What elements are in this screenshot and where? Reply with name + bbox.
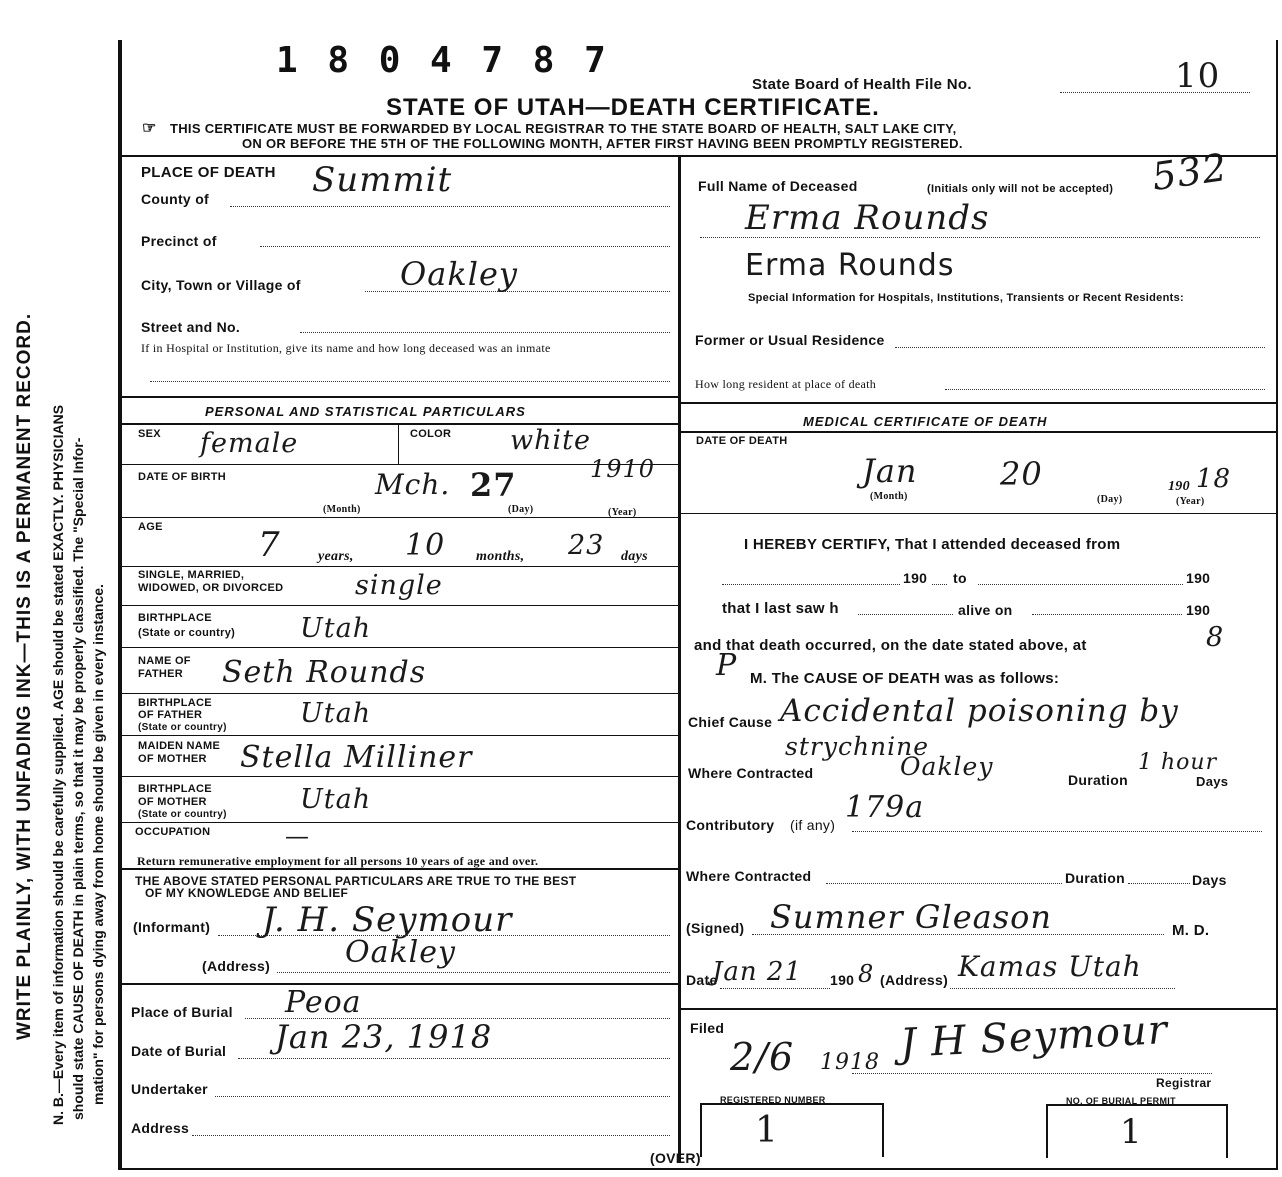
city-value: Oakley [400, 255, 518, 293]
cert-date-year-printed: 190 [830, 972, 855, 988]
special-info-label: Special Information for Hospitals, Institutions, Transients or Recent Residents: [748, 292, 1184, 304]
city-label: City, Town or Village of [141, 277, 301, 293]
mother-birthplace-label-1: BIRTHPLACE [138, 783, 212, 795]
registered-number-value: 1 [755, 1110, 779, 1151]
pointing-hand-icon: ☞ [142, 120, 157, 137]
age-days-label: days [621, 549, 648, 564]
father-label-1: NAME OF [138, 655, 191, 667]
dob-label: DATE OF BIRTH [138, 471, 227, 483]
certify-text: I HEREBY CERTIFY, That I attended deceased from [744, 536, 1121, 553]
mother-birthplace-value: Utah [300, 784, 372, 815]
sex-label: SEX [138, 428, 161, 440]
mother-label-2: OF MOTHER [138, 753, 207, 765]
instruction-2: ON OR BEFORE THE 5TH OF THE FOLLOWING MONTH, AFTER FIRST HAVING BEEN PROMPTLY REGISTERED. [242, 136, 963, 151]
dod-year-written: 18 [1196, 464, 1232, 494]
resident-duration-label: How long resident at place of death [695, 377, 877, 391]
age-days: 23 [568, 530, 605, 561]
color-value: white [510, 425, 591, 456]
sidebar-main-text: WRITE PLAINLY, WITH UNFADING INK—THIS IS A PERMANENT RECORD. [14, 312, 35, 1040]
file-no-value: 10 [1175, 56, 1221, 96]
death-meridiem: P [716, 648, 738, 683]
center-divider [678, 157, 681, 1162]
father-birthplace-label-3: (State or country) [138, 722, 227, 733]
age-months: 10 [405, 528, 446, 563]
cert-date-label: Date [686, 972, 718, 988]
chief-cause-value-1: Accidental poisoning by [780, 693, 1179, 729]
occupation-note: Return remunerative employment for all persons 10 years of age and over. [137, 854, 539, 868]
header-rule [118, 155, 1276, 157]
sidebar-note-3: mation" for persons dying away from home should be given in every instance. [90, 584, 106, 1105]
mother-birthplace-label-3: (State or country) [138, 809, 227, 820]
instruction-1: THIS CERTIFICATE MUST BE FORWARDED BY LOCAL REGISTRAR TO THE STATE BOARD OF HEALTH, SALT LAKE CITY, [170, 121, 957, 136]
sidebar-note-2: should state CAUSE OF DEATH in plain terms, so that it may be properly classified. The "Special Infor- [70, 437, 86, 1120]
cert-date-value: Jan 21 [712, 957, 803, 987]
dob-day: 27 [470, 466, 517, 504]
father-birthplace-label-2: OF FATHER [138, 709, 203, 721]
dod-year-printed: 190 [1168, 479, 1190, 494]
mother-label-1: MAIDEN NAME [138, 740, 221, 752]
last-saw-text: that I last saw h [722, 600, 839, 617]
father-label-2: FATHER [138, 668, 183, 680]
birthplace-value: Utah [300, 613, 372, 644]
attest-line-2: OF MY KNOWLEDGE AND BELIEF [145, 886, 349, 900]
dod-month-caption: (Month) [870, 491, 908, 502]
street-label: Street and No. [141, 319, 241, 335]
days-2-label: Days [1192, 872, 1227, 888]
alive-year-label: 190 [1186, 602, 1211, 618]
dob-day-caption: (Day) [508, 504, 534, 515]
dod-day: 20 [1000, 455, 1043, 493]
informant-address-label: (Address) [202, 958, 271, 974]
deceased-name-note: (Initials only will not be accepted) [927, 183, 1114, 195]
mother-birthplace-label-2: OF MOTHER [138, 796, 207, 808]
undertaker-label: Undertaker [131, 1081, 208, 1097]
burial-permit-label: NO. OF BURIAL PERMIT [1066, 1096, 1176, 1106]
chief-cause-label: Chief Cause [688, 714, 773, 730]
where-contracted-2-label: Where Contracted [686, 868, 812, 884]
certificate-title: STATE OF UTAH—DEATH CERTIFICATE. [386, 94, 880, 121]
burial-date-label: Date of Burial [131, 1043, 227, 1059]
if-any-label: (if any) [790, 817, 836, 833]
hospital-note: If in Hospital or Institution, give its name and how long deceased was an inmate [141, 341, 551, 355]
sex-value: female [200, 428, 299, 459]
registrar-label: Registrar [1156, 1076, 1212, 1090]
place-of-death-label: PLACE OF DEATH [141, 164, 276, 181]
where-contracted-value: Oakley [900, 752, 994, 781]
father-birthplace-value: Utah [300, 698, 372, 729]
informant-address-value: Oakley [345, 935, 456, 970]
dob-year: 1910 [590, 455, 656, 483]
to-label: to [953, 570, 967, 586]
precinct-label: Precinct of [141, 233, 217, 249]
undertaker-address-label: Address [131, 1120, 190, 1136]
chief-cause-value-2: strychnine [785, 732, 930, 761]
dod-month: Jan [862, 452, 918, 490]
cert-date-year-written: 8 [858, 960, 875, 988]
burial-date-value: Jan 23, 1918 [275, 1018, 493, 1056]
occupation-label: OCCUPATION [135, 826, 211, 838]
dob-month-caption: (Month) [323, 504, 361, 515]
attest-line-1: THE ABOVE STATED PERSONAL PARTICULARS ARE TRUE TO THE BEST [135, 874, 577, 888]
signed-label: (Signed) [686, 920, 745, 936]
marital-label-1: SINGLE, MARRIED, [138, 569, 245, 581]
death-hour: 8 [1206, 622, 1225, 653]
county-value: Summit [312, 160, 453, 200]
dod-year-caption: (Year) [1176, 496, 1205, 507]
duration-label: Duration [1068, 772, 1128, 788]
filed-year: 1918 [820, 1050, 880, 1075]
duration-value: 1 hour [1138, 750, 1218, 775]
marital-value: single [355, 570, 443, 601]
doc-number: 1 8 0 4 7 8 7 [276, 40, 610, 81]
deceased-name-label: Full Name of Deceased [698, 178, 858, 194]
sidebar-note-1: N. B.—Every item of information should be carefully supplied. AGE should be stated EXACTLY. PHYSICIANS [50, 404, 66, 1125]
age-label: AGE [138, 521, 163, 533]
burial-permit-value: 1 [1120, 1112, 1143, 1152]
burial-place-label: Place of Burial [131, 1004, 233, 1020]
marital-label-2: WIDOWED, OR DIVORCED [138, 582, 284, 594]
mother-value: Stella Milliner [240, 740, 473, 775]
contributory-value: 179a [845, 790, 925, 825]
informant-value: J. H. Seymour [262, 900, 513, 940]
duration-days-label: Days [1196, 774, 1229, 789]
signed-value: Sumner Gleason [770, 898, 1052, 936]
filed-value: 2/6 [730, 1035, 795, 1079]
father-birthplace-label-1: BIRTHPLACE [138, 697, 212, 709]
contributory-label: Contributory [686, 817, 775, 833]
death-occurred-text: and that death occurred, on the date stated above, at [694, 637, 1087, 654]
cert-address-value: Kamas Utah [958, 950, 1142, 983]
registrar-signature: J H Seymour [898, 1007, 1169, 1067]
duration-2-label: Duration [1065, 870, 1125, 886]
occupation-value: — [285, 822, 310, 850]
from-year-label: 190 [903, 570, 928, 586]
age-months-label: months, [476, 549, 525, 564]
color-label: COLOR [410, 428, 452, 440]
father-value: Seth Rounds [222, 655, 427, 690]
over-label: (OVER) [650, 1150, 701, 1166]
registered-number-label: REGISTERED NUMBER [720, 1095, 826, 1105]
to-year-label: 190 [1186, 570, 1211, 586]
cause-intro: M. The CAUSE OF DEATH was as follows: [750, 670, 1060, 687]
filed-label: Filed [690, 1020, 725, 1036]
file-no-line [1060, 92, 1250, 93]
birthplace-label: BIRTHPLACE [138, 612, 212, 624]
dod-day-caption: (Day) [1097, 494, 1123, 505]
dob-year-caption: (Year) [608, 507, 637, 518]
personal-section-title: PERSONAL AND STATISTICAL PARTICULARS [205, 404, 526, 419]
burial-place-value: Peoa [285, 985, 362, 1020]
deceased-name-value: Erma Rounds [745, 198, 990, 238]
age-years-label: years, [318, 549, 354, 564]
dod-label: DATE OF DEATH [696, 435, 788, 447]
birthplace-sub: (State or country) [138, 627, 236, 639]
deceased-name-value-2: Erma Rounds [745, 248, 955, 283]
margin-number: 532 [1149, 144, 1231, 200]
county-label: County of [141, 191, 210, 207]
cert-address-label: (Address) [880, 972, 949, 988]
alive-on-text: alive on [958, 602, 1013, 618]
residence-label: Former or Usual Residence [695, 332, 885, 348]
medical-section-title: MEDICAL CERTIFICATE OF DEATH [803, 414, 1048, 429]
md-label: M. D. [1172, 922, 1210, 939]
informant-label: (Informant) [133, 919, 211, 935]
dob-month: Mch. [375, 468, 451, 501]
file-no-label: State Board of Health File No. [752, 76, 972, 93]
left-border [118, 40, 122, 1168]
registered-number-box [700, 1103, 884, 1157]
where-contracted-label: Where Contracted [688, 765, 814, 781]
age-years: 7 [258, 525, 281, 565]
